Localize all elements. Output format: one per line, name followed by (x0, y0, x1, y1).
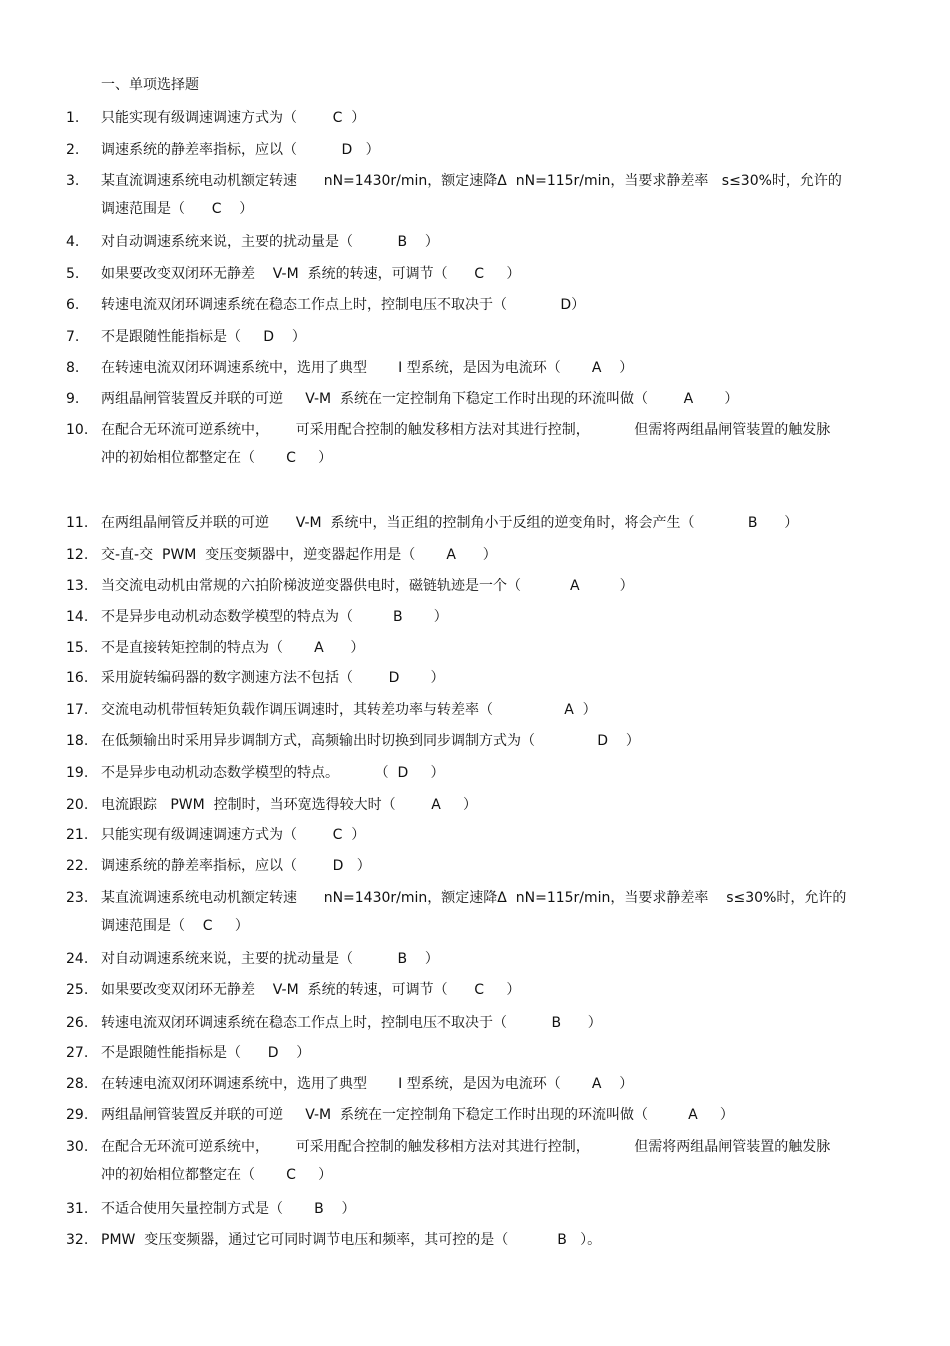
question-text: 不是异步电动机动态数学模型的特点为（ B ） (101, 609, 448, 625)
section-title: 一、单项选择题 (101, 77, 199, 93)
question-text: 不是异步电动机动态数学模型的特点。 （ D ） (101, 765, 445, 781)
question-text: 在两组晶闸管反并联的可逆 V-M 系统中，当正组的控制角小于反组的逆变角时，将会产生（ B ） (101, 515, 799, 531)
question-text-continued: 冲的初始相位都整定在（ C ） (101, 1167, 333, 1183)
question-number: 28. (66, 1076, 89, 1092)
question-number: 29. (66, 1107, 89, 1123)
question-number: 19. (66, 765, 89, 781)
question-number: 18. (66, 733, 89, 749)
question-number: 11. (66, 515, 89, 531)
question-number: 7. (66, 329, 80, 345)
question-text: 转速电流双闭环调速系统在稳态工作点上时，控制电压不取决于（ B ） (101, 1015, 602, 1031)
question-text: 调速系统的静差率指标，应以（ D ） (101, 858, 371, 874)
question-number: 32. (66, 1232, 89, 1248)
question-text: 在配合无环流可逆系统中， 可采用配合控制的触发移相方法对其进行控制， 但需将两组晶闸管装置的触发脉 (101, 1139, 831, 1155)
question-text: 在转速电流双闭环调速系统中，选用了典型 I 型系统，是因为电流环（ A ） (101, 1076, 634, 1092)
question-number: 9. (66, 391, 80, 407)
question-number: 25. (66, 982, 89, 998)
question-text: 对自动调速系统来说，主要的扰动量是（ B ） (101, 234, 439, 250)
question-text: 对自动调速系统来说，主要的扰动量是（ B ） (101, 951, 439, 967)
question-text: 电流跟踪 PWM 控制时，当环宽选得较大时（ A ） (101, 797, 478, 813)
question-number: 16. (66, 670, 89, 686)
question-text: 当交流电动机由常规的六拍阶梯波逆变器供电时，磁链轨迹是一个（ A ） (101, 578, 634, 594)
question-text: 在低频输出时采用异步调制方式，高频输出时切换到同步调制方式为（ D ） (101, 733, 640, 749)
question-text: 在配合无环流可逆系统中， 可采用配合控制的触发移相方法对其进行控制， 但需将两组晶闸管装置的触发脉 (101, 422, 831, 438)
question-text: 不是直接转矩控制的特点为（ A ） (101, 640, 365, 656)
question-number: 12. (66, 547, 89, 563)
question-number: 8. (66, 360, 80, 376)
question-text: 交-直-交 PWM 变压变频器中，逆变器起作用是（ A ） (101, 547, 497, 563)
question-number: 6. (66, 297, 80, 313)
question-number: 5. (66, 266, 80, 282)
question-text: 不适合使用矢量控制方式是（ B ） (101, 1201, 356, 1217)
question-text: 转速电流双闭环调速系统在稳态工作点上时，控制电压不取决于（ D） (101, 297, 586, 313)
question-text: 某直流调速系统电动机额定转速 nN=1430r/min，额定速降Δ nN=115r/min，当要求静差率 s≤30%时，允许的 (101, 173, 842, 189)
question-number: 26. (66, 1015, 89, 1031)
question-text: 采用旋转编码器的数字测速方法不包括（ D ） (101, 670, 445, 686)
question-number: 1. (66, 110, 80, 126)
question-text-continued: 调速范围是（ C ） (101, 201, 254, 217)
question-number: 21. (66, 827, 89, 843)
question-text: 不是跟随性能指标是（ D ） (101, 329, 306, 345)
question-text: 调速系统的静差率指标，应以（ D ） (101, 142, 380, 158)
question-number: 20. (66, 797, 89, 813)
question-text: 在转速电流双闭环调速系统中，选用了典型 I 型系统，是因为电流环（ A ） (101, 360, 634, 376)
question-text: 只能实现有级调速调速方式为（ C ） (101, 110, 366, 126)
question-text: 两组晶闸管装置反并联的可逆 V-M 系统在一定控制角下稳定工作时出现的环流叫做（ A ） (101, 1107, 734, 1123)
question-number: 2. (66, 142, 80, 158)
question-text: 如果要改变双闭环无静差 V-M 系统的转速，可调节（ C ） (101, 982, 521, 998)
question-number: 31. (66, 1201, 89, 1217)
question-text: 只能实现有级调速调速方式为（ C ） (101, 827, 366, 843)
question-number: 4. (66, 234, 80, 250)
question-number: 15. (66, 640, 89, 656)
question-number: 17. (66, 702, 89, 718)
question-text-continued: 调速范围是（ C ） (101, 918, 249, 934)
question-number: 3. (66, 173, 80, 189)
question-text: 两组晶闸管装置反并联的可逆 V-M 系统在一定控制角下稳定工作时出现的环流叫做（ A ） (101, 391, 739, 407)
question-number: 13. (66, 578, 89, 594)
question-text: 某直流调速系统电动机额定转速 nN=1430r/min，额定速降Δ nN=115r/min，当要求静差率 s≤30%时，允许的 (101, 890, 847, 906)
question-number: 22. (66, 858, 89, 874)
question-number: 10. (66, 422, 89, 438)
question-text-continued: 冲的初始相位都整定在（ C ） (101, 450, 333, 466)
question-number: 30. (66, 1139, 89, 1155)
question-text: 不是跟随性能指标是（ D ） (101, 1045, 311, 1061)
question-number: 24. (66, 951, 89, 967)
question-text: 交流电动机带恒转矩负载作调压调速时，其转差功率与转差率（ A ） (101, 702, 597, 718)
question-text: 如果要改变双闭环无静差 V-M 系统的转速，可调节（ C ） (101, 266, 521, 282)
question-number: 27. (66, 1045, 89, 1061)
question-number: 14. (66, 609, 89, 625)
question-text: PMW 变压变频器，通过它可同时调节电压和频率，其可控的是（ B ）。 (101, 1232, 602, 1248)
question-number: 23. (66, 890, 89, 906)
